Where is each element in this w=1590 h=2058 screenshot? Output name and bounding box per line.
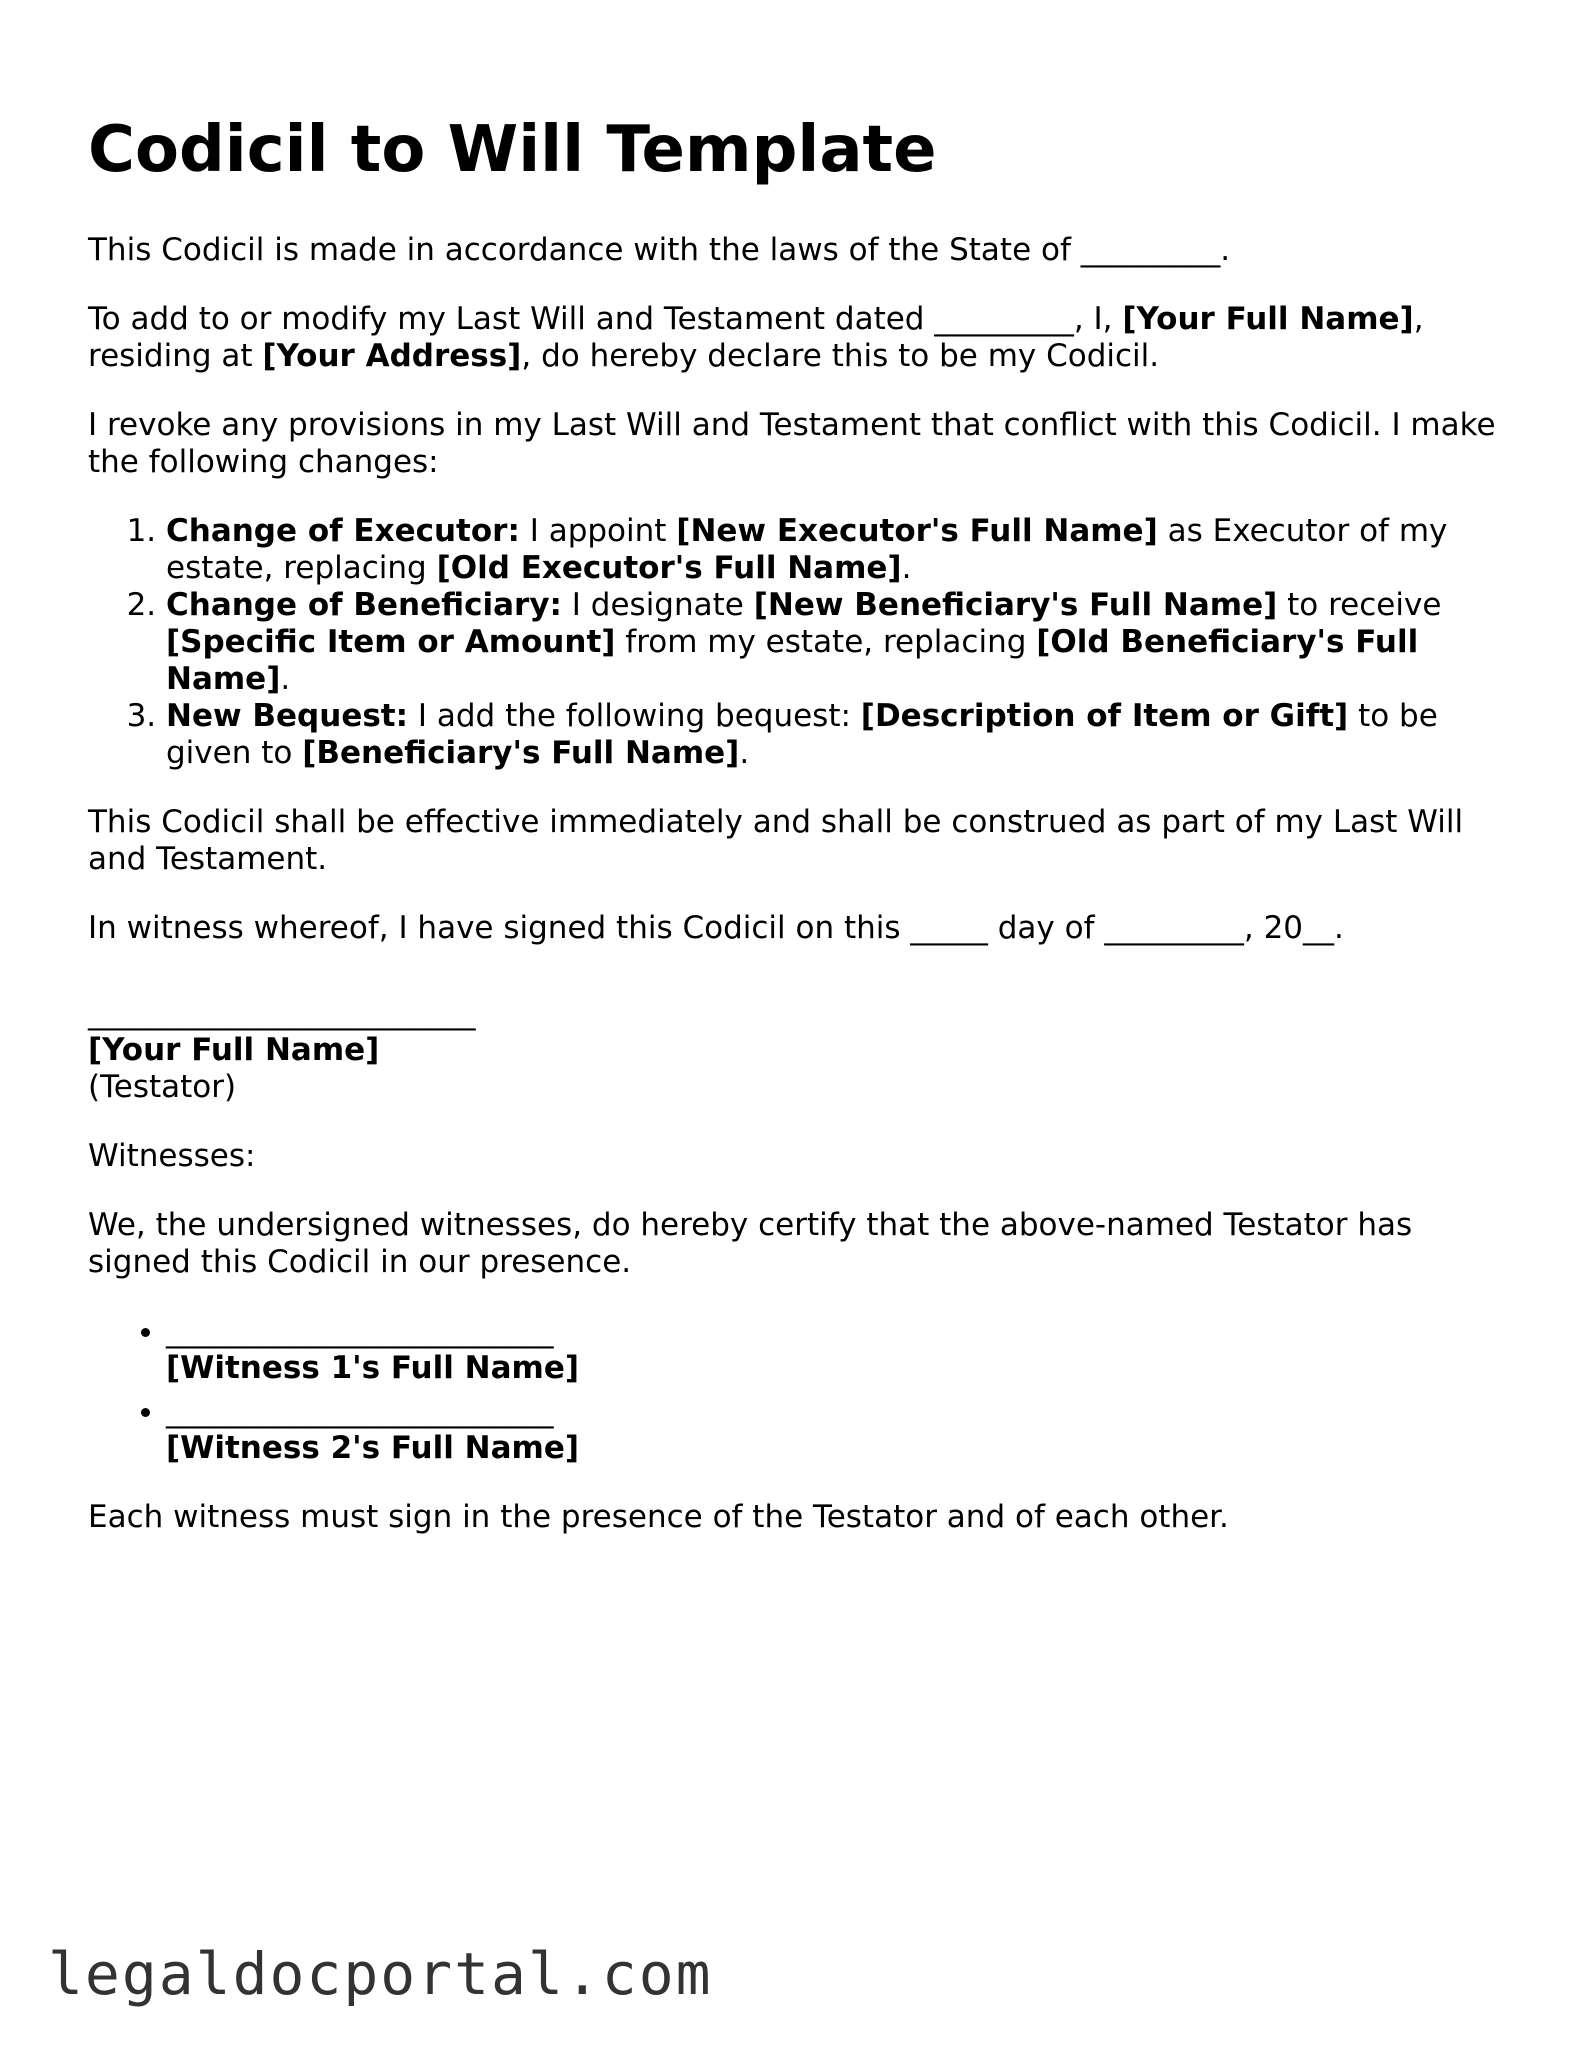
testator-name-placeholder: [Your Full Name] bbox=[1122, 301, 1414, 337]
effective-paragraph: This Codicil shall be effective immediately and shall be construed as part of my Last Will and Testament. bbox=[88, 804, 1464, 877]
will-date-blank: _________ bbox=[934, 301, 1074, 337]
witnesses-heading: Witnesses: bbox=[88, 1138, 256, 1174]
closing-note: Each witness must sign in the presence of the Testator and of each other. bbox=[88, 1499, 1229, 1535]
testator-signature-block bbox=[88, 995, 1508, 1106]
witness-signature-line: • _________________________ bbox=[166, 1313, 554, 1349]
testator-name: [Your Full Name] bbox=[88, 1032, 380, 1068]
change-item-beneficiary: 2. Change of Beneficiary: I designate [New Beneficiary's Full Name] to receive [Specific Item or Amount] from my estate, replacing [Old Beneficiary's Full Name]. bbox=[166, 587, 1508, 698]
witness-name: [Witness 1's Full Name] bbox=[166, 1350, 580, 1386]
testator-signature-line: _________________________ bbox=[88, 995, 476, 1031]
witness-list bbox=[88, 1313, 1508, 1467]
changes-list bbox=[88, 513, 1508, 772]
witness-signature-line: • _________________________ bbox=[166, 1393, 554, 1429]
witness-certify-paragraph: We, the undersigned witnesses, do hereby certify that the above-named Testator has signed this Codicil in our presence. bbox=[88, 1207, 1413, 1280]
witness-item bbox=[166, 1393, 1508, 1467]
state-blank: _________ bbox=[1080, 232, 1221, 268]
testator-role: (Testator) bbox=[88, 1069, 237, 1105]
witness-name: [Witness 2's Full Name] bbox=[166, 1430, 580, 1466]
site-watermark: legaldocportal.com bbox=[48, 1940, 713, 2008]
change-item-executor: 1. Change of Executor: I appoint [New Executor's Full Name] as Executor of my estate, replacing [Old Executor's Full Name]. bbox=[166, 513, 1508, 587]
state-paragraph: This Codicil is made in accordance with the laws of the State of _________. bbox=[88, 232, 1231, 268]
document-page bbox=[88, 108, 1508, 1568]
address-placeholder: [Your Address] bbox=[262, 338, 522, 374]
witness-item bbox=[166, 1313, 1508, 1387]
revoke-paragraph: I revoke any provisions in my Last Will and Testament that conflict with this Codicil. I make the following changes: bbox=[88, 407, 1496, 480]
witness-date-paragraph: In witness whereof, I have signed this Codicil on this _____ day of _________, 20__. bbox=[88, 910, 1344, 946]
page-title: Codicil to Will Template bbox=[88, 113, 937, 187]
change-item-bequest: 3. New Bequest: I add the following bequest: [Description of Item or Gift] to be given to [Beneficiary's Full Name]. bbox=[166, 698, 1508, 772]
day-blank: _____ bbox=[910, 910, 988, 946]
year-blank: __ bbox=[1303, 910, 1335, 946]
modify-paragraph: To add to or modify my Last Will and Testament dated _________, I, [Your Full Name], residing at [Your Address], do hereby declare this to be my Codicil. bbox=[88, 301, 1424, 374]
month-blank: _________ bbox=[1104, 910, 1244, 946]
